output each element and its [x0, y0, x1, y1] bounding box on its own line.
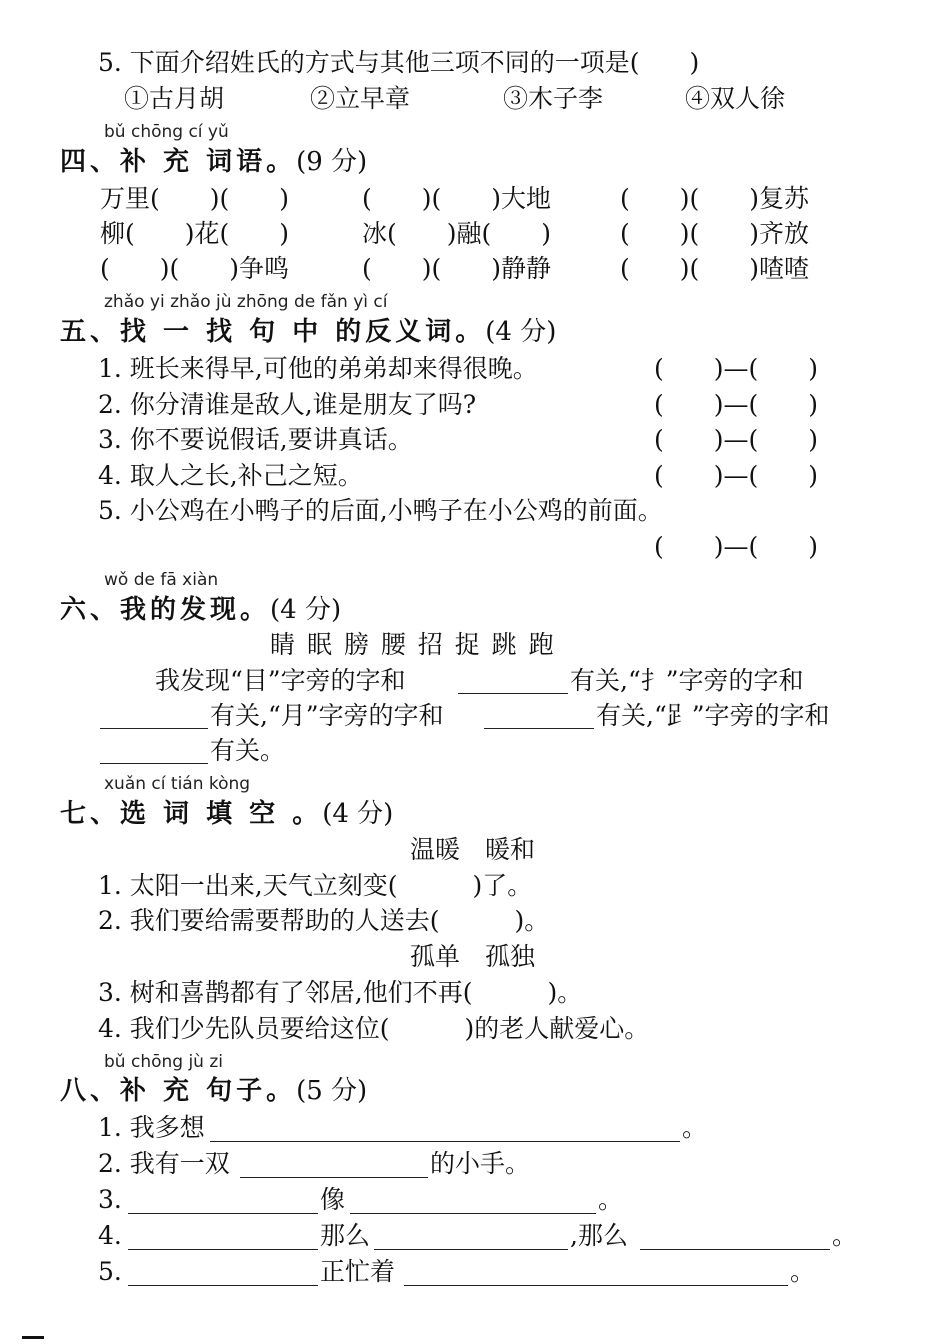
sec7-word-choices-1: 温暖 暖和	[410, 835, 536, 864]
sec8-blank-3b[interactable]	[350, 1213, 596, 1214]
sec6-blank-1[interactable]	[458, 693, 568, 694]
sec7-pinyin: xuǎn cí tián kòng	[104, 774, 251, 794]
sec6-pinyin: wǒ de fā xiàn	[104, 570, 219, 590]
sec5-item-4: 4. 取人之长,补己之短。	[98, 461, 363, 490]
sec4-r1-c3: ( )( )复苏	[620, 184, 810, 213]
sec8-sentence-4-end: 。	[832, 1221, 858, 1250]
sec6-blank-4[interactable]	[100, 763, 208, 764]
q5-option-4: ④双人徐	[685, 84, 786, 113]
sec4-r2-c1: 柳( )花( )	[100, 219, 290, 248]
sec8-blank-2[interactable]	[240, 1177, 428, 1178]
sec5-pinyin: zhǎo yi zhǎo jù zhōng de fǎn yì cí	[104, 292, 388, 312]
sec7-question-4: 4. 我们少先队员要给这位( )的老人献爱心。	[98, 1014, 650, 1043]
sec8-blank-5a[interactable]	[128, 1285, 318, 1286]
sec4-r1-c2: ( )( )大地	[362, 184, 552, 213]
sec8-pinyin: bǔ chōng jù zi	[104, 1052, 224, 1072]
sec5-heading	[60, 317, 556, 347]
sec7-score: (4 分)	[322, 799, 394, 829]
sec8-sentence-4-mid2: ,那么	[570, 1221, 628, 1250]
sec7-heading	[60, 799, 393, 829]
sec7-word-choices-2: 孤单 孤独	[410, 942, 536, 971]
sec8-sentence-5-mid: 正忙着	[320, 1257, 396, 1286]
sec6-p3: 有关。	[210, 736, 286, 765]
q5-question: 5. 下面介绍姓氏的方式与其他三项不同的一项是( )	[98, 48, 700, 77]
q5-option-1: ①古月胡	[124, 84, 225, 113]
sec8-sentence-1-start: 1. 我多想	[98, 1113, 205, 1142]
sec6-characters: 睛 眠 膀 腰 招 捉 跳 跑	[270, 630, 556, 659]
sec8-blank-1[interactable]	[210, 1141, 680, 1142]
q5-option-3: ③木子李	[503, 84, 604, 113]
sec8-sentence-2-end: 的小手。	[430, 1149, 531, 1178]
sec5-answer-2: ( )—( )	[654, 390, 819, 419]
sec4-r3-c1: ( )( )争鸣	[100, 254, 290, 283]
sec8-blank-5b[interactable]	[404, 1285, 788, 1286]
sec6-score: (4 分)	[270, 595, 342, 625]
sec4-score: (9 分)	[296, 147, 368, 177]
sec6-p1-part2: 有关,“扌”字旁的字和	[570, 666, 804, 695]
sec5-item-2: 2. 你分清谁是敌人,谁是朋友了吗?	[98, 390, 477, 419]
sec8-sentence-4-num: 4.	[98, 1221, 122, 1250]
sec8-score: (5 分)	[296, 1076, 368, 1106]
sec5-answer-4: ( )—( )	[654, 461, 819, 490]
sec5-title: 五、找 一 找 句 中 的反义词。	[60, 317, 486, 347]
sec8-sentence-5-end: 。	[790, 1257, 816, 1286]
sec8-blank-3a[interactable]	[128, 1213, 318, 1214]
sec4-r3-c3: ( )( )喳喳	[620, 254, 810, 283]
sec8-sentence-3-mid: 像	[320, 1185, 346, 1214]
sec6-p2-part1: 有关,“月”字旁的字和	[210, 701, 444, 730]
sec8-sentence-5-num: 5.	[98, 1257, 122, 1286]
sec7-title: 七、选 词 填 空 。	[60, 799, 323, 829]
sec5-item-3: 3. 你不要说假话,要讲真话。	[98, 425, 413, 454]
sec8-sentence-3-num: 3.	[98, 1185, 122, 1214]
sec4-title: 四、补 充 词语。	[60, 147, 297, 177]
sec7-question-2: 2. 我们要给需要帮助的人送去( )。	[98, 906, 550, 935]
sec8-sentence-3-end: 。	[598, 1185, 624, 1214]
sec5-answer-3: ( )—( )	[654, 425, 819, 454]
sec6-blank-3[interactable]	[484, 728, 594, 729]
sec4-pinyin: bǔ chōng cí yǔ	[104, 122, 229, 142]
sec7-question-3: 3. 树和喜鹊都有了邻居,他们不再( )。	[98, 978, 583, 1007]
sec5-item-5: 5. 小公鸡在小鸭子的后面,小鸭子在小公鸡的前面。	[98, 496, 663, 525]
sec8-sentence-4-mid1: 那么	[320, 1221, 371, 1250]
sec5-item-1: 1. 班长来得早,可他的弟弟却来得很晚。	[98, 354, 538, 383]
sec6-title: 六、我的发现。	[60, 595, 271, 625]
sec8-blank-4a[interactable]	[128, 1249, 318, 1250]
sec4-r2-c3: ( )( )齐放	[620, 219, 810, 248]
sec6-p2-part2: 有关,“𧾷”字旁的字和	[596, 701, 830, 730]
sec4-heading	[60, 147, 367, 177]
sec6-p1-part1: 我发现“目”字旁的字和	[155, 666, 406, 695]
sec7-question-1: 1. 太阳一出来,天气立刻变( )了。	[98, 871, 533, 900]
sec4-r1-c1: 万里( )( )	[100, 184, 290, 213]
sec6-heading	[60, 595, 341, 625]
sec8-sentence-1-end: 。	[682, 1113, 708, 1142]
sec8-blank-4c[interactable]	[640, 1249, 830, 1250]
q5-option-2: ②立早章	[310, 84, 411, 113]
sec8-heading	[60, 1076, 367, 1106]
sec6-blank-2[interactable]	[100, 728, 208, 729]
sec5-score: (4 分)	[485, 317, 557, 347]
sec4-r2-c2: 冰( )融( )	[362, 219, 552, 248]
page-corner-mark	[22, 1336, 44, 1339]
sec8-sentence-2-start: 2. 我有一双	[98, 1149, 230, 1178]
sec5-answer-1: ( )—( )	[654, 354, 819, 383]
sec4-r3-c2: ( )( )静静	[362, 254, 552, 283]
sec5-answer-5: ( )—( )	[654, 532, 819, 561]
sec8-blank-4b[interactable]	[374, 1249, 568, 1250]
sec8-title: 八、补 充 句子。	[60, 1076, 297, 1106]
